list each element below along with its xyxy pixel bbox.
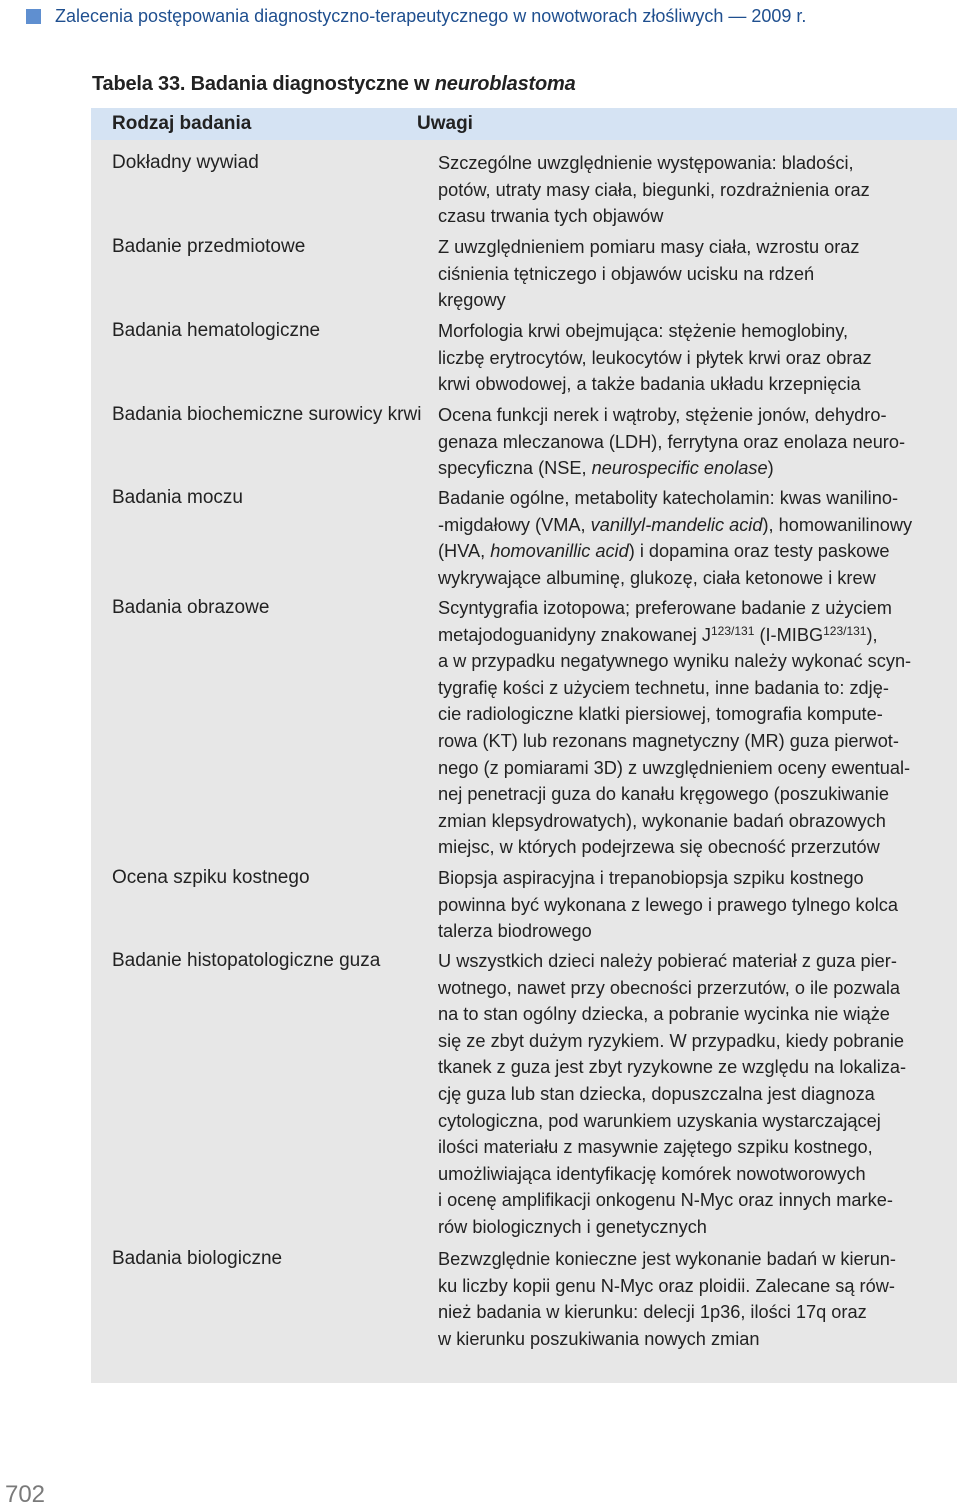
notes-line: Scyntygrafia izotopowa; preferowane badanie z użyciem <box>438 598 892 618</box>
notes-line: Morfologia krwi obejmująca: stężenie hemoglobiny, <box>438 321 849 341</box>
row-type: Badania obrazowe <box>112 597 270 618</box>
row-notes <box>438 948 953 1241</box>
notes-line: w kierunku poszukiwania nowych zmian <box>438 1328 760 1349</box>
caption-text: Tabela 33. Badania diagnostyczne w <box>92 73 435 95</box>
notes-line: wotnego, nawet przy obecności przerzutów, o ile pozwala <box>438 977 901 998</box>
notes-text: ) i dopamina oraz testy paskowe <box>628 541 890 562</box>
notes-line: a w przypadku negatywnego wyniku należy wykonać scyn- <box>438 651 912 672</box>
notes-text: ), <box>866 624 878 645</box>
notes-line: Ocena funkcji nerek i wątroby, stężenie jonów, dehydro- <box>438 405 887 425</box>
notes-italic: vanillyl-mandelic acid <box>590 514 763 535</box>
notes-text: -migdałowy (VMA, <box>438 514 591 535</box>
row-type: Badania hematologiczne <box>112 320 321 341</box>
notes-line: tygrafię kości z użyciem technetu, inne badania to: zdję- <box>438 677 889 698</box>
row-type: Badania biochemiczne surowicy krwi <box>112 404 422 425</box>
table-caption <box>92 73 576 96</box>
caption-italic: neuroblastoma <box>434 73 576 95</box>
row-type: Ocena szpiku kostnego <box>112 867 310 888</box>
notes-line: potów, utraty masy ciała, biegunki, rozdrażnienia oraz <box>438 179 870 200</box>
column-header-type: Rodzaj badania <box>112 113 252 134</box>
row-notes <box>438 234 953 314</box>
notes-line: Szczególne uwzględnienie występowania: bladości, <box>438 153 854 173</box>
row-notes <box>438 1246 953 1352</box>
notes-line: krwi obwodowej, a także badania układu krzepnięcia <box>438 374 861 395</box>
row-notes <box>438 318 953 398</box>
notes-line: talerza biodrowego <box>438 921 592 942</box>
notes-line: powinna być wykonana z lewego i prawego tylnego kolca <box>438 894 899 915</box>
notes-line: czasu trwania tych objawów <box>438 206 664 227</box>
running-header <box>26 6 806 27</box>
notes-line: Bezwzględnie konieczne jest wykonanie badań w kierun- <box>438 1249 896 1269</box>
row-type: Badania moczu <box>112 487 243 508</box>
column-header-notes: Uwagi <box>417 113 473 134</box>
notes-line: na to stan ogólny dziecka, a pobranie wycinka nie wiąże <box>438 1004 890 1025</box>
row-notes <box>438 865 953 945</box>
notes-text: (I-MIBG <box>754 624 824 645</box>
notes-line: Z uwzględnieniem pomiaru masy ciała, wzrostu oraz <box>438 237 860 257</box>
notes-text: specyficzna (NSE, <box>438 458 592 479</box>
row-type: Badanie przedmiotowe <box>112 236 306 257</box>
notes-line: cję guza lub stan dziecka, dopuszczalna jest diagnoza <box>438 1083 875 1104</box>
row-type: Badania biologiczne <box>112 1248 283 1269</box>
row-notes <box>438 595 953 861</box>
notes-line: liczbę erytrocytów, leukocytów i płytek krwi oraz obraz <box>438 347 872 368</box>
notes-line: i ocenę amplifikacji onkogenu N-Myc oraz innych marke- <box>438 1190 893 1211</box>
notes-line <box>438 538 953 565</box>
notes-text: ) <box>767 458 774 479</box>
notes-line: Badanie ogólne, metabolity katecholamin: kwas wanilino- <box>438 488 898 508</box>
notes-line: genaza mleczanowa (LDH), ferrytyna oraz enolaza neuro- <box>438 431 906 452</box>
notes-line: cytologiczna, pod warunkiem uzyskania wystarczającej <box>438 1110 881 1131</box>
notes-line: cie radiologiczne klatki piersiowej, tomografia kompute- <box>438 704 883 725</box>
notes-line: nej penetracji guza do kanału kręgowego (poszukiwanie <box>438 784 889 805</box>
row-type: Badanie histopatologiczne guza <box>112 950 381 971</box>
header-square-icon <box>26 9 41 24</box>
notes-line: rowa (KT) lub rezonans magnetyczny (MR) guza pierwot- <box>438 730 899 751</box>
row-notes <box>438 485 953 591</box>
row-type: Dokładny wywiad <box>112 152 259 173</box>
notes-line <box>438 512 953 539</box>
notes-line: nież badania w kierunku: delecji 1p36, ilości 17q oraz <box>438 1302 867 1323</box>
row-notes <box>438 150 953 230</box>
notes-line <box>438 455 953 482</box>
notes-italic: neurospecific enolase <box>591 458 768 479</box>
notes-line: ku liczby kopii genu N-Myc oraz ploidii. Zalecane są rów- <box>438 1275 895 1296</box>
notes-text: ), homowanilinowy <box>762 514 913 535</box>
diagnostics-table <box>91 108 957 1383</box>
notes-line: ciśnienia tętniczego i objawów ucisku na rdzeń <box>438 263 815 284</box>
notes-line: rów biologicznych i genetycznych <box>438 1216 707 1237</box>
notes-line: nego (z pomiarami 3D) z uwzględnieniem oceny ewentual- <box>438 757 911 778</box>
notes-text: (HVA, <box>438 541 491 562</box>
notes-line: wykrywające albuminę, glukozę, ciała ketonowe i krew <box>438 567 876 588</box>
notes-line: zmian klepsydrowatych), wykonanie badań obrazowych <box>438 810 886 831</box>
notes-italic: homovanillic acid <box>490 541 629 562</box>
notes-line: tkanek z guza jest zbyt ryzykowne ze względu na lokaliza- <box>438 1057 907 1078</box>
page-number: 702 <box>4 1481 46 1508</box>
notes-line <box>438 622 953 649</box>
notes-line: umożliwiająca identyfikację komórek nowotworowych <box>438 1163 866 1184</box>
notes-line: miejsc, w których podejrzewa się obecność przerzutów <box>438 837 880 858</box>
notes-line: U wszystkich dzieci należy pobierać materiał z guza pier- <box>438 951 897 971</box>
notes-line: się ze zbyt dużym ryzykiem. W przypadku, kiedy pobranie <box>438 1030 904 1051</box>
notes-text: metajodoguanidyny znakowanej J <box>438 624 711 645</box>
table-header <box>91 108 957 140</box>
notes-line: ilości materiału z masywnie zajętego szpiku kostnego, <box>438 1137 873 1158</box>
notes-line: kręgowy <box>438 290 506 311</box>
running-title: Zalecenia postępowania diagnostyczno-terapeutycznego w nowotworach złośliwych — 2009 r. <box>55 6 807 26</box>
notes-line: Biopsja aspiracyjna i trepanobiopsja szpiku kostnego <box>438 868 864 888</box>
row-notes <box>438 402 953 482</box>
notes-superscript: 123/131 <box>711 623 755 638</box>
notes-superscript: 123/131 <box>823 623 867 638</box>
